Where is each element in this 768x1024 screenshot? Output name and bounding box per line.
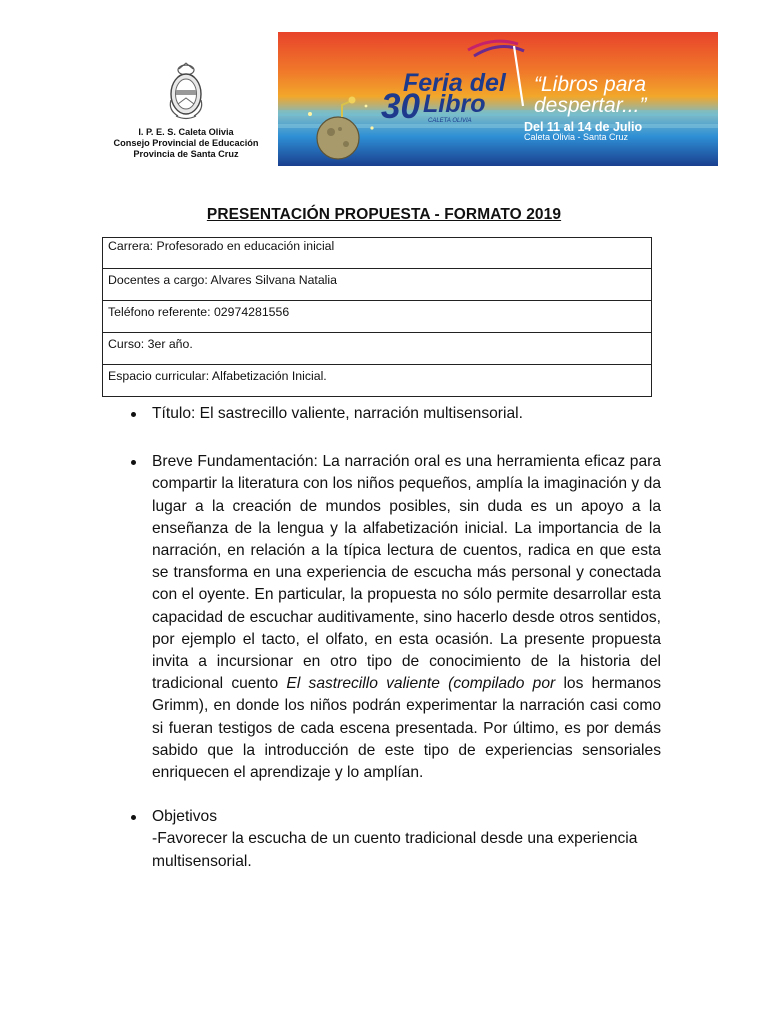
- fair-dates: Del 11 al 14 de Julio: [524, 120, 643, 134]
- fair-edition-number: 30: [381, 87, 420, 126]
- institution-name: I. P. E. S. Caleta Olivia: [138, 127, 234, 137]
- phone-cell: Teléfono referente: 02974281556: [103, 301, 652, 333]
- objetivos-heading: Objetivos: [152, 808, 218, 826]
- career-cell: Carrera: Profesorado en educación inicial: [103, 238, 652, 269]
- slogan-line1: “Libros para: [534, 73, 647, 96]
- table-row: [103, 238, 652, 269]
- table-row: [103, 365, 652, 397]
- book-fair-banner: [278, 32, 718, 166]
- fair-place-small: CALETA OLIVIA: [428, 118, 472, 124]
- institution-province: Provincia de Santa Cruz: [133, 149, 239, 159]
- table-row: [103, 333, 652, 365]
- fundamentacion-item: [131, 451, 661, 784]
- slogan-line2: despertar...”: [534, 94, 647, 117]
- fundamentacion-text-end: los hermanos Grimm), en donde los niños podrán experimentar la narración casi como si fueran testigos de cada escena presentada. Por último, es por demás sabido que la introducción de este tipo de experiencias sensoriales enriquecen el aprendizaje y lo amplían.: [152, 675, 661, 782]
- coat-of-arms-icon: [166, 60, 206, 122]
- document-body: [131, 403, 661, 873]
- document-title: PRESENTACIÓN PROPUESTA - FORMATO 2019: [206, 206, 562, 223]
- objetivos-text: -Favorecer la escucha de un cuento tradicional desde una experiencia multisensorial.: [152, 830, 638, 870]
- fair-title-line2: Libro: [423, 90, 486, 118]
- info-table: [102, 237, 652, 397]
- institution-council: Consejo Provincial de Educación: [113, 138, 259, 148]
- fundamentacion-text: Breve Fundamentación: La narración oral es una herramienta eficaz para compartir la literatura con los niños pequeños, amplía la imaginación y da lugar a la creación de mundos posibles, sin duda es un apoyo a la enseñanza de la lengua y la alfabetización inicial. La importancia de la narración, en relación a la típica lectura de cuentos, radica en que esta se transforma en una experiencia de escucha más personal y conectada con el oyente. En particular, la propuesta no sólo permite desarrollar esta capacidad de escuchar auditivamente, sino hacerlo desde otros sentidos, por ejemplo el tacto, el olfato, en esta ocasión. La presente propuesta invita a incursionar en otro tipo de conocimiento de la historia del tradicional cuento: [152, 453, 661, 693]
- teachers-cell: Docentes a cargo: Alvares Silvana Natalia: [103, 269, 652, 301]
- title-item: Título: El sastrecillo valiente, narración multisensorial.: [131, 403, 661, 425]
- fundamentacion-italic-text: El sastrecillo valiente (compilado por: [286, 675, 556, 693]
- subject-cell: Espacio curricular: Alfabetización Inicial.: [103, 365, 652, 397]
- table-row: [103, 269, 652, 301]
- fair-location: Caleta Olivia - Santa Cruz: [524, 132, 629, 142]
- institution-block: [96, 60, 276, 160]
- fair-title-line1: Feria del: [403, 69, 506, 97]
- course-cell: Curso: 3er año.: [103, 333, 652, 365]
- objetivos-item: [131, 806, 661, 873]
- table-row: [103, 301, 652, 333]
